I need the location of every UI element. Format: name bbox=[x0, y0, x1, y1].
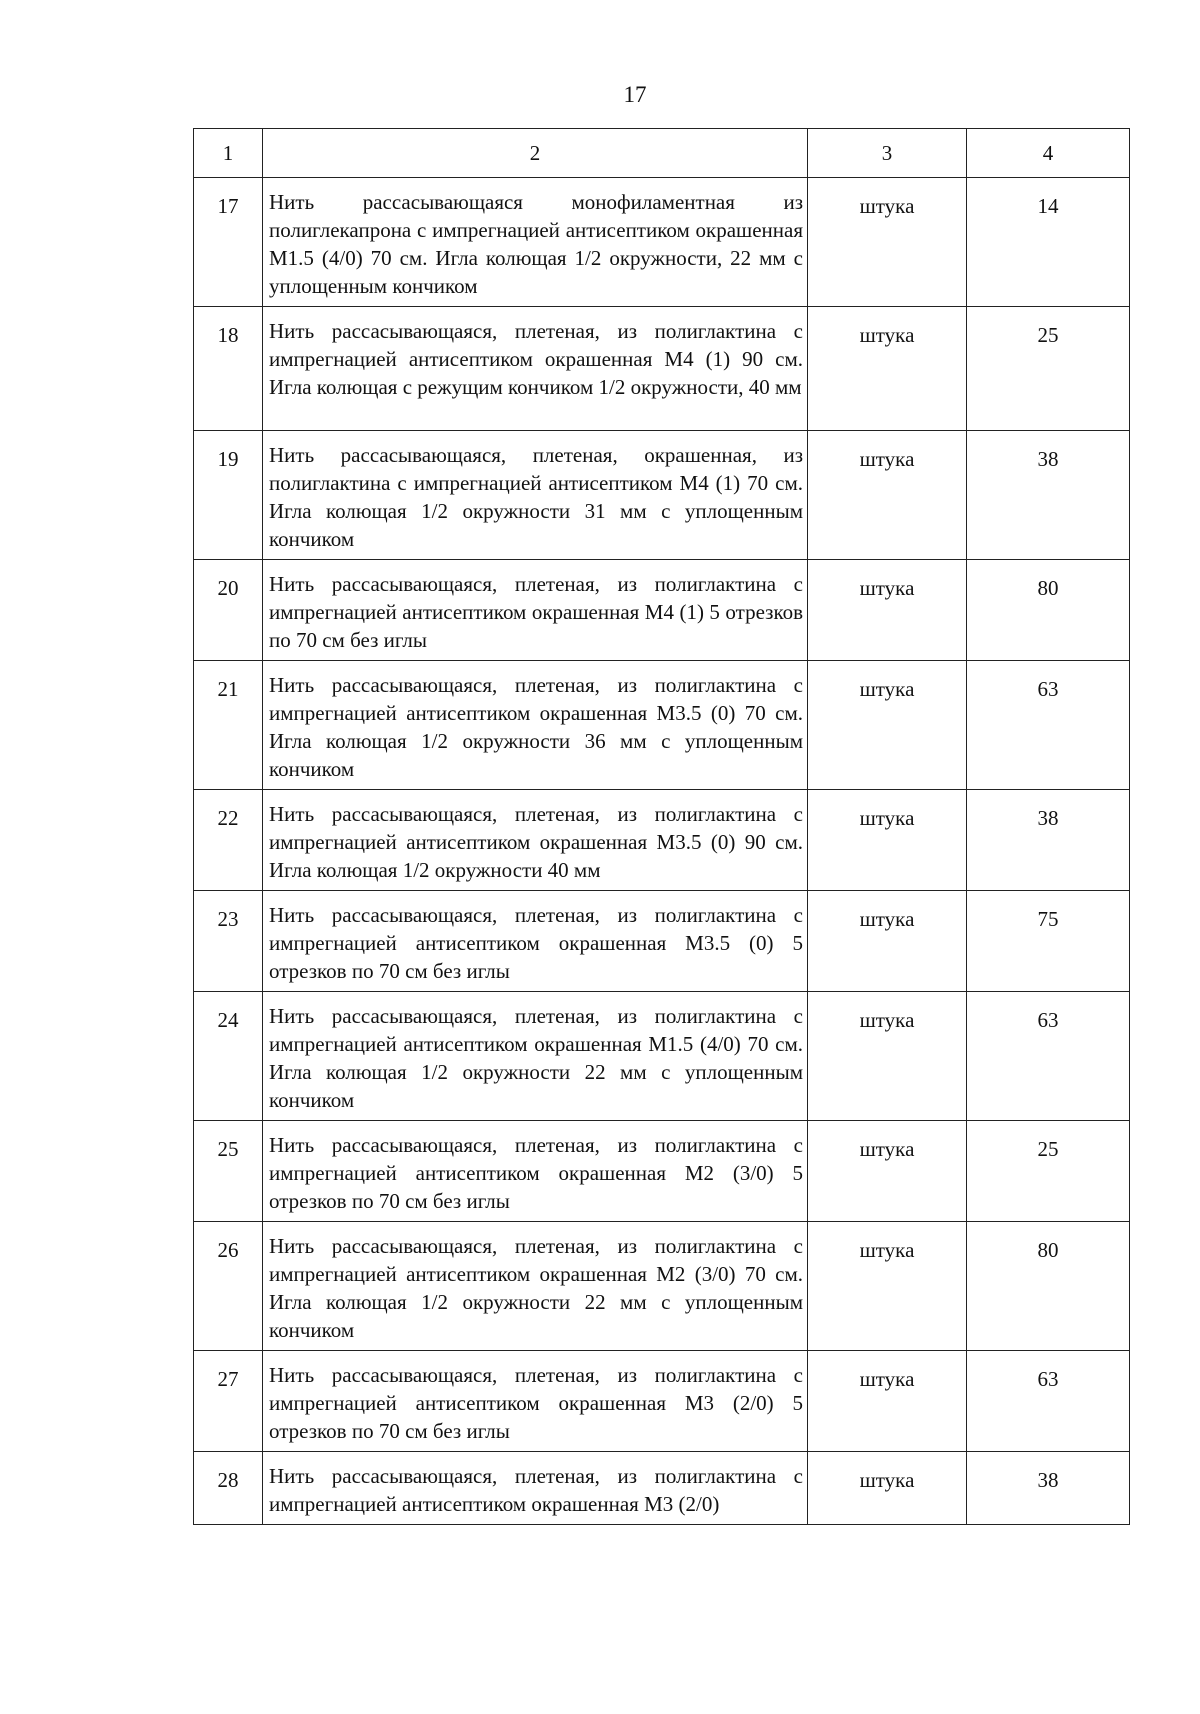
column-header-4: 4 bbox=[967, 129, 1130, 178]
quantity: 38 bbox=[967, 790, 1130, 891]
item-description: Нить рассасывающаяся, плетеная, из полиглактина с импрегнацией антисептиком окрашенная M1.5 (4/0) 70 см. Игла колющая 1/2 окружности 22 мм с уплощенным кончиком bbox=[263, 992, 808, 1121]
table-row bbox=[194, 560, 1130, 661]
quantity: 63 bbox=[967, 661, 1130, 790]
unit-of-measure: штука bbox=[808, 661, 967, 790]
unit-of-measure: штука bbox=[808, 790, 967, 891]
table-row bbox=[194, 790, 1130, 891]
table-row bbox=[194, 891, 1130, 992]
item-description: Нить рассасывающаяся, плетеная, из полиглактина с импрегнацией антисептиком окрашенная M3.5 (0) 5 отрезков по 70 см без иглы bbox=[263, 891, 808, 992]
unit-of-measure: штука bbox=[808, 1121, 967, 1222]
unit-of-measure: штука bbox=[808, 178, 967, 307]
quantity: 63 bbox=[967, 1351, 1130, 1452]
quantity: 38 bbox=[967, 431, 1130, 560]
item-description: Нить рассасывающаяся монофиламентная из полиглекапрона с импрегнацией антисептиком окрашенная M1.5 (4/0) 70 см. Игла колющая 1/2 окружности, 22 мм с уплощенным кончиком bbox=[263, 178, 808, 307]
item-description: Нить рассасывающаяся, плетеная, из полиглактина с импрегнацией антисептиком окрашенная M3 (2/0) bbox=[263, 1452, 808, 1525]
item-description: Нить рассасывающаяся, плетеная, из полиглактина с импрегнацией антисептиком окрашенная M4 (1) 5 отрезков по 70 см без иглы bbox=[263, 560, 808, 661]
quantity: 63 bbox=[967, 992, 1130, 1121]
unit-of-measure: штука bbox=[808, 1351, 967, 1452]
unit-of-measure: штука bbox=[808, 1222, 967, 1351]
row-number: 26 bbox=[194, 1222, 263, 1351]
quantity: 80 bbox=[967, 560, 1130, 661]
unit-of-measure: штука bbox=[808, 1452, 967, 1525]
column-header-3: 3 bbox=[808, 129, 967, 178]
row-number: 17 bbox=[194, 178, 263, 307]
table-row bbox=[194, 1452, 1130, 1525]
page-number: 17 bbox=[623, 82, 647, 107]
row-number: 27 bbox=[194, 1351, 263, 1452]
unit-of-measure: штука bbox=[808, 891, 967, 992]
row-number: 20 bbox=[194, 560, 263, 661]
table-row bbox=[194, 1351, 1130, 1452]
column-header-1: 1 bbox=[194, 129, 263, 178]
table-row bbox=[194, 661, 1130, 790]
table-row bbox=[194, 1222, 1130, 1351]
unit-of-measure: штука bbox=[808, 431, 967, 560]
table-row bbox=[194, 307, 1130, 431]
quantity: 38 bbox=[967, 1452, 1130, 1525]
column-header-2: 2 bbox=[263, 129, 808, 178]
table-row bbox=[194, 431, 1130, 560]
table-header-row bbox=[194, 129, 1130, 178]
unit-of-measure: штука bbox=[808, 307, 967, 431]
row-number: 24 bbox=[194, 992, 263, 1121]
quantity: 25 bbox=[967, 307, 1130, 431]
row-number: 23 bbox=[194, 891, 263, 992]
row-number: 19 bbox=[194, 431, 263, 560]
item-description: Нить рассасывающаяся, плетеная, из полиглактина с импрегнацией антисептиком окрашенная M2 (3/0) 5 отрезков по 70 см без иглы bbox=[263, 1121, 808, 1222]
item-description: Нить рассасывающаяся, плетеная, из полиглактина с импрегнацией антисептиком окрашенная M3 (2/0) 5 отрезков по 70 см без иглы bbox=[263, 1351, 808, 1452]
item-description: Нить рассасывающаяся, плетеная, окрашенная, из полиглактина с импрегнацией антисептиком M4 (1) 70 см. Игла колющая 1/2 окружности 31 мм с уплощенным кончиком bbox=[263, 431, 808, 560]
table-row bbox=[194, 992, 1130, 1121]
table-row bbox=[194, 178, 1130, 307]
unit-of-measure: штука bbox=[808, 992, 967, 1121]
row-number: 18 bbox=[194, 307, 263, 431]
item-description: Нить рассасывающаяся, плетеная, из полиглактина с импрегнацией антисептиком окрашенная M3.5 (0) 90 см. Игла колющая 1/2 окружности 40 мм bbox=[263, 790, 808, 891]
quantity: 75 bbox=[967, 891, 1130, 992]
specification-table bbox=[193, 128, 1130, 1525]
row-number: 22 bbox=[194, 790, 263, 891]
row-number: 25 bbox=[194, 1121, 263, 1222]
row-number: 21 bbox=[194, 661, 263, 790]
quantity: 80 bbox=[967, 1222, 1130, 1351]
quantity: 14 bbox=[967, 178, 1130, 307]
item-description: Нить рассасывающаяся, плетеная, из полиглактина с импрегнацией антисептиком окрашенная M4 (1) 90 см. Игла колющая с режущим кончиком 1/2 окружности, 40 мм bbox=[263, 307, 808, 431]
quantity: 25 bbox=[967, 1121, 1130, 1222]
item-description: Нить рассасывающаяся, плетеная, из полиглактина с импрегнацией антисептиком окрашенная M3.5 (0) 70 см. Игла колющая 1/2 окружности 36 мм с уплощенным кончиком bbox=[263, 661, 808, 790]
item-description: Нить рассасывающаяся, плетеная, из полиглактина с импрегнацией антисептиком окрашенная M2 (3/0) 70 см. Игла колющая 1/2 окружности 22 мм с уплощенным кончиком bbox=[263, 1222, 808, 1351]
unit-of-measure: штука bbox=[808, 560, 967, 661]
row-number: 28 bbox=[194, 1452, 263, 1525]
table-row bbox=[194, 1121, 1130, 1222]
